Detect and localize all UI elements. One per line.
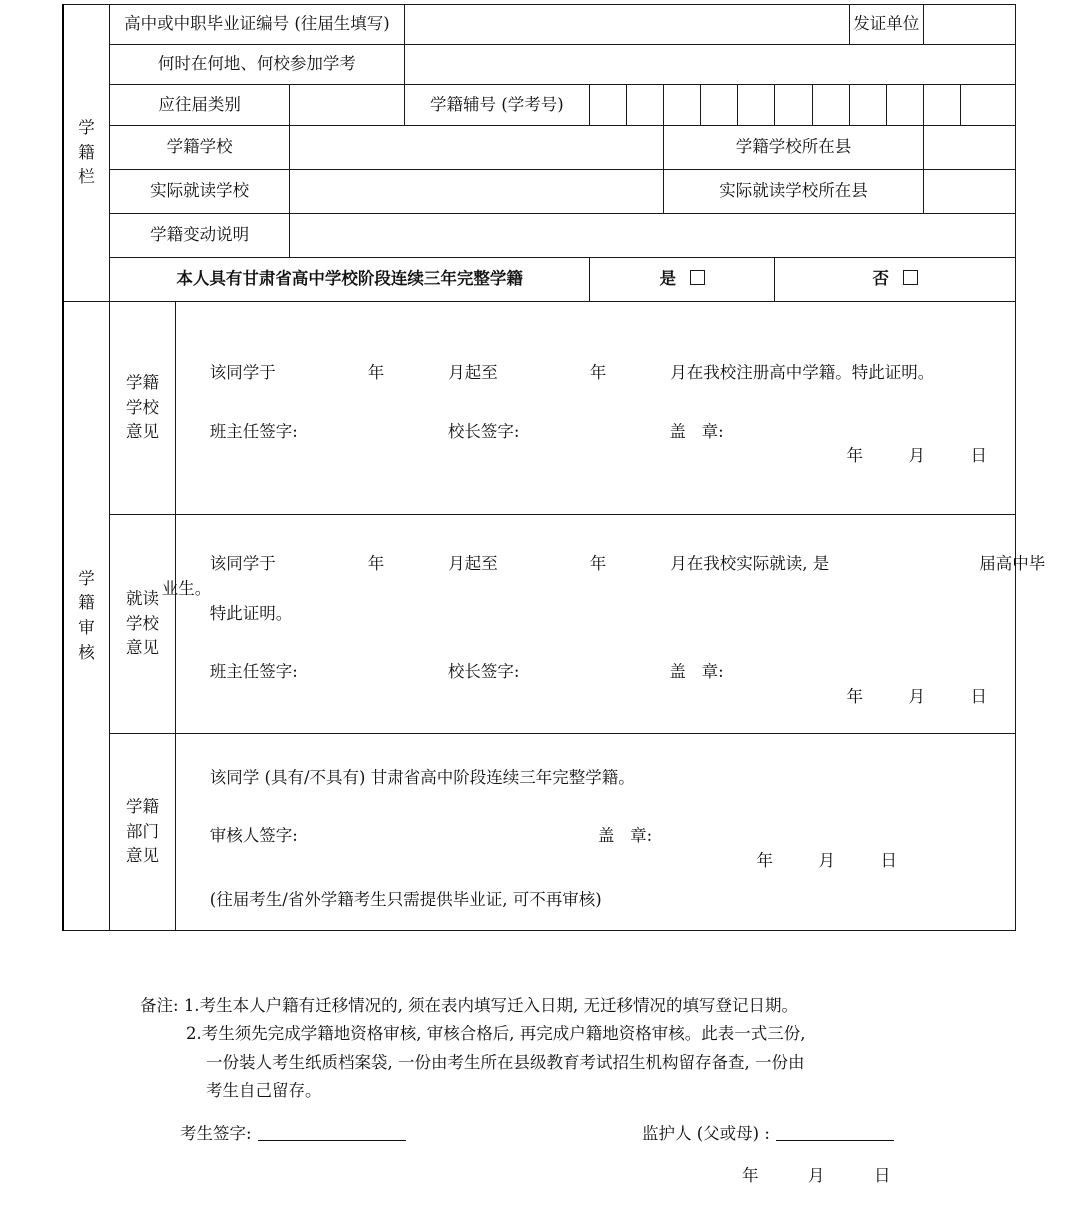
opinion-statement: 该同学 (具有/不具有) 甘肃省高中阶段连续三年完整学籍。 [209,767,635,787]
opinion-label-line: 意见 [125,422,159,442]
opinion-body-department[interactable] [175,734,1015,931]
vlabel-char: 籍 [78,142,95,162]
student-no-cell[interactable] [849,85,886,126]
candidate-signature-line[interactable] [258,1123,406,1141]
student-no-cell[interactable] [627,85,664,126]
opinion-label-school-status [110,302,176,515]
student-status-form [62,4,1046,931]
table-row-declaration [63,258,1016,302]
signature-block [0,1120,1080,1185]
label-declaration: 本人具有甘肃省高中学校阶段连续三年完整学籍 [110,258,590,302]
field-school[interactable] [290,126,664,170]
opinion-date-row: 年 月 日 [846,687,987,707]
vlabel-char: 栏 [78,167,95,187]
vlabel-char: 学 [78,117,95,137]
student-no-cell[interactable] [923,85,960,126]
label-category: 应往届类别 [110,85,290,126]
option-yes[interactable] [590,258,775,302]
opinion-label-attending-school [110,515,176,734]
checkbox-yes[interactable] [690,270,705,285]
label-teacher-signature: 班主任签字: [209,662,298,682]
table-row-opinion-school-status [63,302,1016,515]
table-row-change-note [63,214,1016,258]
option-no[interactable] [775,258,1016,302]
label-school-county: 学籍学校所在县 [664,126,924,170]
opinion-statement: 该同学于 年 月起至 年 月在我校实际就读, 是 届高中毕 [209,554,1046,574]
opinion-signature-row [176,824,1015,849]
label-seal: 盖 章: [669,662,724,682]
student-no-cell[interactable] [812,85,849,126]
student-no-cell[interactable] [590,85,627,126]
table-row-category [63,85,1016,126]
label-candidate-signature: 考生签字: [180,1124,252,1143]
opinion-footnote: (往届考生/省外学籍考生只需提供毕业证, 可不再审核) [209,889,602,909]
field-school-county[interactable] [923,126,1015,170]
table-row-opinion-department [63,734,1016,931]
opinion-body-school-status[interactable] [175,302,1015,515]
label-school: 学籍学校 [110,126,290,170]
label-seal: 盖 章: [597,826,653,846]
label-exam-where: 何时在何地、何校参加学考 [110,45,405,85]
table-row-school [63,126,1016,170]
vlabel-char: 审 [78,618,95,637]
section-label-audit [63,302,110,931]
field-issuer[interactable] [923,5,1015,45]
opinion-statement-cont: 业生。 [161,578,212,598]
table-row-exam-where [63,45,1016,85]
label-diploma-number: 高中或中职毕业证编号 (往届生填写) [110,5,405,45]
opinion-signature-row [176,420,1015,445]
opinion-certify: 特此证明。 [209,603,293,623]
field-category[interactable] [290,85,404,126]
option-no-label: 否 [872,269,889,289]
opinion-label-department [110,734,176,931]
field-exam-where[interactable] [404,45,1015,85]
student-no-cell[interactable] [738,85,775,126]
guardian-signature-field[interactable] [642,1120,894,1144]
checkbox-no[interactable] [903,270,918,285]
remarks-title: 备注: [140,996,179,1015]
opinion-label-line: 学籍 [125,796,159,816]
opinion-label-line: 部门 [125,821,159,841]
section-label-student-status [63,5,110,302]
student-no-cell[interactable] [960,85,1015,126]
table-row-opinion-attending-school [63,515,1016,734]
vlabel-char: 学 [78,568,95,588]
remarks-block [0,992,1080,1106]
opinion-label-line: 意见 [125,846,159,866]
table-row-actual-school [63,170,1016,214]
opinion-label-line: 学籍 [125,372,159,392]
label-student-number: 学籍辅号 (学考号) [404,85,589,126]
student-no-cell[interactable] [664,85,701,126]
candidate-signature-field[interactable] [180,1120,406,1144]
label-principal-signature: 校长签字: [447,421,520,441]
student-no-cell[interactable] [775,85,812,126]
vlabel-char: 籍 [78,593,95,613]
label-auditor-signature: 审核人签字: [209,826,298,846]
label-issuer: 发证单位 [849,5,923,45]
opinion-statement: 该同学于 年 月起至 年 月在我校注册高中学籍。特此证明。 [209,362,935,382]
signature-date-row: 年 月 日 [742,1166,891,1185]
label-actual-school-county: 实际就读学校所在县 [664,170,924,214]
label-principal-signature: 校长签字: [447,662,520,682]
label-change-note: 学籍变动说明 [110,214,290,258]
field-change-note[interactable] [290,214,1016,258]
vlabel-char: 核 [78,642,95,662]
label-teacher-signature: 班主任签字: [209,421,298,441]
opinion-body-attending-school[interactable] [161,515,1046,734]
option-yes-label: 是 [659,269,676,289]
field-actual-school-county[interactable] [923,170,1015,214]
remarks-line-2: 2.考生须先完成学籍地资格审核, 审核合格后, 再完成户籍地资格审核。此表一式三份, [186,1024,806,1044]
field-diploma-number[interactable] [404,5,849,45]
opinion-label-line: 意见 [125,638,159,658]
guardian-signature-line[interactable] [776,1123,894,1141]
opinion-label-line: 学校 [125,397,159,417]
opinion-label-line: 学校 [125,613,159,633]
remarks-line-3: 一份装人考生纸质档案袋, 一份由考生所在县级教育考试招生机构留存备查, 一份由 [206,1052,805,1072]
opinion-label-line: 就读 [125,588,159,608]
opinion-date-row: 年 月 日 [756,851,897,870]
opinion-date-row: 年 月 日 [846,446,987,466]
student-no-cell[interactable] [886,85,923,126]
label-actual-school: 实际就读学校 [110,170,290,214]
table-row-diploma [63,5,1016,45]
remarks-line-1: 备注: 1.考生本人户籍有迁移情况的, 须在表内填写迁入日期, 无迁移情况的填写登记日期。 [140,996,799,1015]
student-no-cell[interactable] [701,85,738,126]
label-seal: 盖 章: [669,421,724,441]
opinion-signature-row [176,660,1015,685]
remarks-line-4: 考生自己留存。 [206,1081,322,1101]
field-actual-school[interactable] [290,170,664,214]
label-guardian-signature: 监护人 (父或母) : [642,1124,770,1143]
